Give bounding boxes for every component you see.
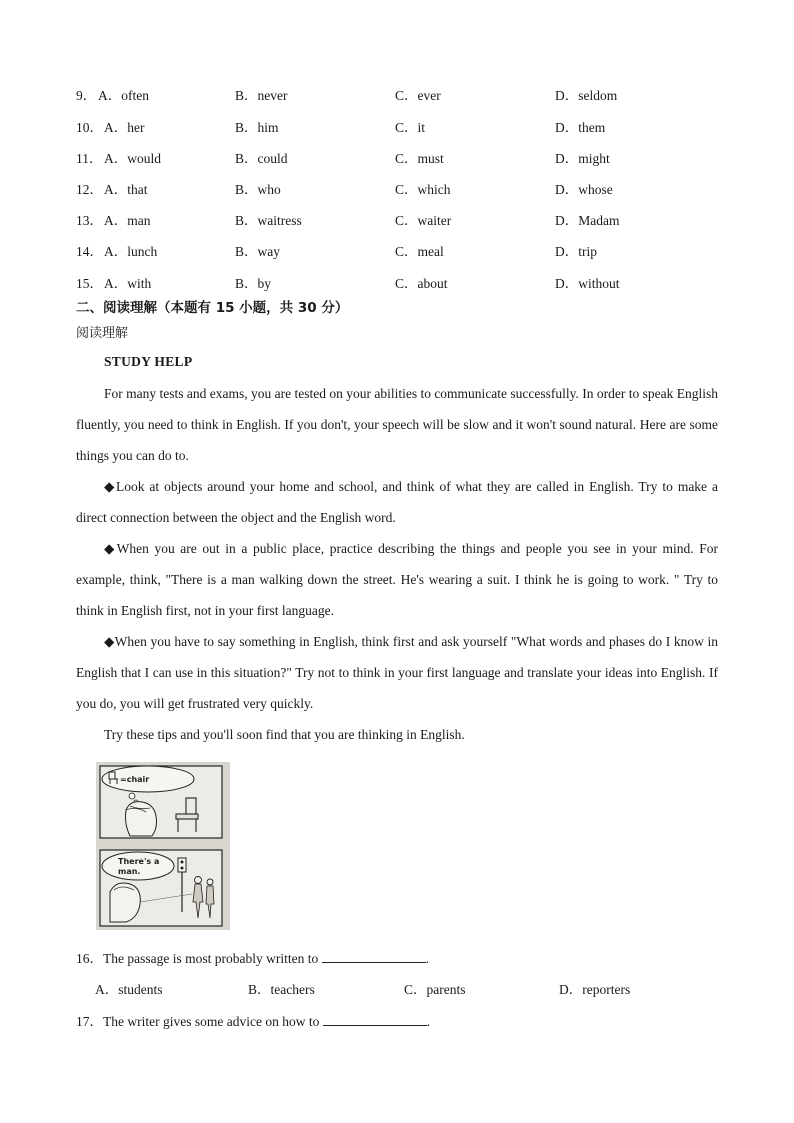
passage-paragraph: ◆When you are out in a public place, practice describing the things and people you see in your mind. For example, think, "There is a man walking down the street. He's wearing a suit. I think he is going to work. " Try to think in English first, not in your first language. [76,541,718,618]
option-row-14 [76,240,736,260]
passage-paragraph: For many tests and exams, you are tested on your abilities to communicate successfully. In order to speak English fluently, you need to think in English. If you don't, your speech will be slow and it won't sound natural. Here are some things you can do to. [76,386,718,463]
option-a: A．would [104,151,161,166]
question-number: 14． [76,244,103,259]
option-a: A．that [104,182,148,197]
passage-paragraph: ◆Look at objects around your home and school, and think of what they are called in English. Try to make a direct connection between the object and the English word. [76,479,718,525]
option-b: B．never [235,88,288,103]
panel2-text-line2: man. [118,867,141,876]
option-c: C．must [395,151,444,166]
question-stem: 17．The writer gives some advice on how to [76,1014,320,1029]
section-heading: 二、阅读理解（本题有 15 小题，共 30 分） [76,300,349,316]
question-end: . [425,951,429,966]
option-c: C．which [395,182,451,197]
question-number: 15． [76,276,103,291]
option-a: A．often [98,88,149,103]
panel1-text: =chair [120,775,150,784]
q16-option-c[interactable]: C．parents [404,982,466,997]
option-a: A．with [104,276,152,291]
passage-title: STUDY HELP [104,354,193,369]
option-b: B．by [235,276,272,291]
section-subheading: 阅读理解 [76,326,129,341]
passage-paragraph: ◆When you have to say something in English, think first and ask yourself "What words and phases do I know in English that I can use in this situation?" Try not to think in your first language and translate your ideas into English. If you do, you will get frustrated very quickly. [76,634,718,711]
option-d: D．without [555,276,620,291]
panel2-text-line1: There's a [118,857,160,866]
option-a: A．lunch [104,244,158,259]
option-row-13 [76,209,736,229]
passage-body [76,378,718,750]
option-d: D．might [555,151,610,166]
q16-option-a[interactable]: A．students [95,982,163,997]
option-d: D．them [555,120,606,135]
option-c: C．meal [395,244,444,259]
passage-paragraph: Try these tips and you'll soon find that you are thinking in English. [104,727,465,742]
option-b: B．who [235,182,281,197]
option-row-11 [76,147,736,167]
option-row-15 [76,272,736,292]
option-row-10 [76,116,736,136]
option-c: C．waiter [395,213,452,228]
option-d: D．whose [555,182,613,197]
comic-illustration-svg [96,762,230,930]
q16-option-d[interactable]: D．reporters [559,982,631,997]
option-d: D．trip [555,244,597,259]
option-a: A．man [104,213,151,228]
option-row-12 [76,178,736,198]
option-c: C．about [395,276,448,291]
question-number: 13． [76,213,103,228]
q16-option-b[interactable]: B．teachers [248,982,315,997]
option-b: B．him [235,120,279,135]
option-b: B．waitress [235,213,302,228]
answer-blank[interactable] [322,950,426,963]
option-d: D．seldom [555,88,618,103]
question-number: 9． [76,88,97,103]
option-b: B．could [235,151,288,166]
option-c: C．ever [395,88,441,103]
question-end: . [426,1014,431,1029]
question-stem: 16．The passage is most probably written to [76,951,319,966]
option-a: A．her [104,120,145,135]
question-16 [76,947,429,967]
question-17 [76,1010,430,1030]
comic-illustration [96,762,230,930]
answer-blank[interactable] [323,1013,427,1026]
option-row-9 [76,84,736,104]
question-number: 11． [76,151,103,166]
question-number: 10． [76,120,103,135]
question-number: 12． [76,182,103,197]
option-b: B．way [235,244,280,259]
option-d: D．Madam [555,213,620,228]
option-c: C．it [395,120,426,135]
